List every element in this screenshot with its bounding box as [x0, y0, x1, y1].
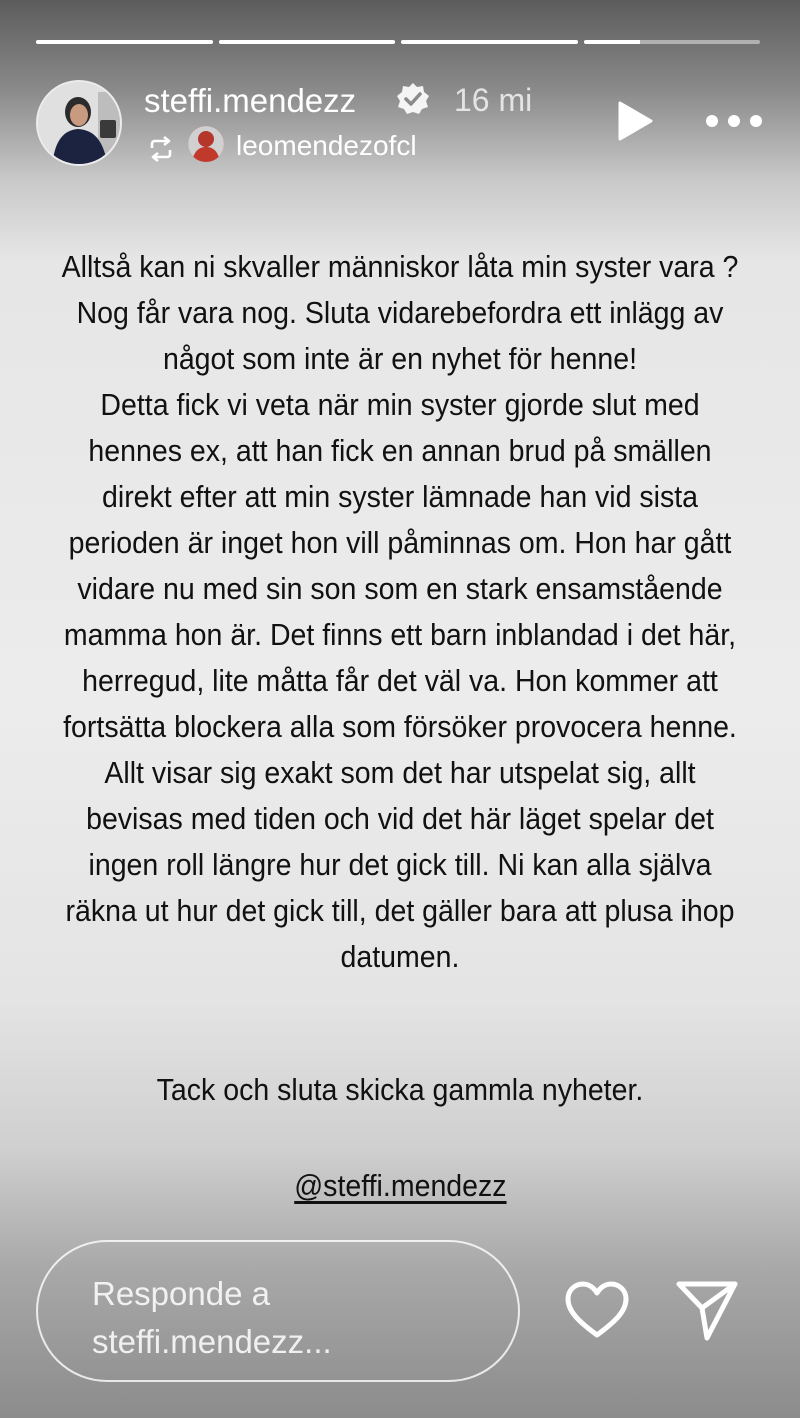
reposter-avatar[interactable] [188, 126, 224, 162]
timestamp: 16 mi [454, 82, 533, 118]
story-closing-text: Tack och sluta skicka gammla nyheter. [156, 1072, 644, 1107]
mention-text[interactable]: @steffi.mendezz [293, 1168, 507, 1203]
username[interactable]: steffi.mendezz [144, 82, 357, 119]
more-icon[interactable] [704, 106, 764, 136]
story-header [36, 80, 764, 170]
avatar[interactable] [36, 80, 122, 166]
reply-placeholder-line: steffi.mendezz... [92, 1323, 332, 1360]
reposted-from-username[interactable]: leomendezofcl [236, 130, 417, 161]
repost-icon [146, 134, 176, 164]
progress-segment [584, 40, 761, 44]
progress-segment [401, 40, 578, 44]
progress-segment [36, 40, 213, 44]
story-paragraph: Alltså kan ni skvaller människor låta min syster vara ? Nog får vara nog. Sluta vidarebefordra ett inlägg av något som inte är en nyhet för henne! [61, 249, 739, 376]
heart-icon[interactable] [564, 1280, 630, 1340]
send-icon[interactable] [674, 1278, 740, 1342]
story-text [60, 244, 741, 980]
reply-input[interactable] [36, 1240, 520, 1382]
story-progress-bar [36, 40, 760, 45]
play-icon[interactable] [614, 100, 654, 142]
mention-link[interactable] [0, 1168, 800, 1204]
progress-segment [219, 40, 396, 44]
reply-placeholder-line: Responde a [92, 1275, 270, 1312]
story-paragraph: Detta fick vi veta när min syster gjorde slut med hennes ex, att han fick en annan brud på smällen direkt efter att min syster lämnade han vid sista perioden är inget hon vill påminnas om. Hon har gått vidare nu med sin son som en stark ensamstående mamma hon är. Det finns ett barn inblandad i det här, herregud, lite måtta får det väl va. Hon kommer att fortsätta blockera alla som försöker provocera henne. Allt visar sig exakt som det har utspelat sig, allt bevisas med tiden och vid det här läget spelar det ingen roll längre hur det gick till. Ni kan alla själva räkna ut hur det gick till, det gäller bara att plusa ihop datumen. [63, 387, 737, 974]
verified-badge-icon [396, 82, 430, 116]
